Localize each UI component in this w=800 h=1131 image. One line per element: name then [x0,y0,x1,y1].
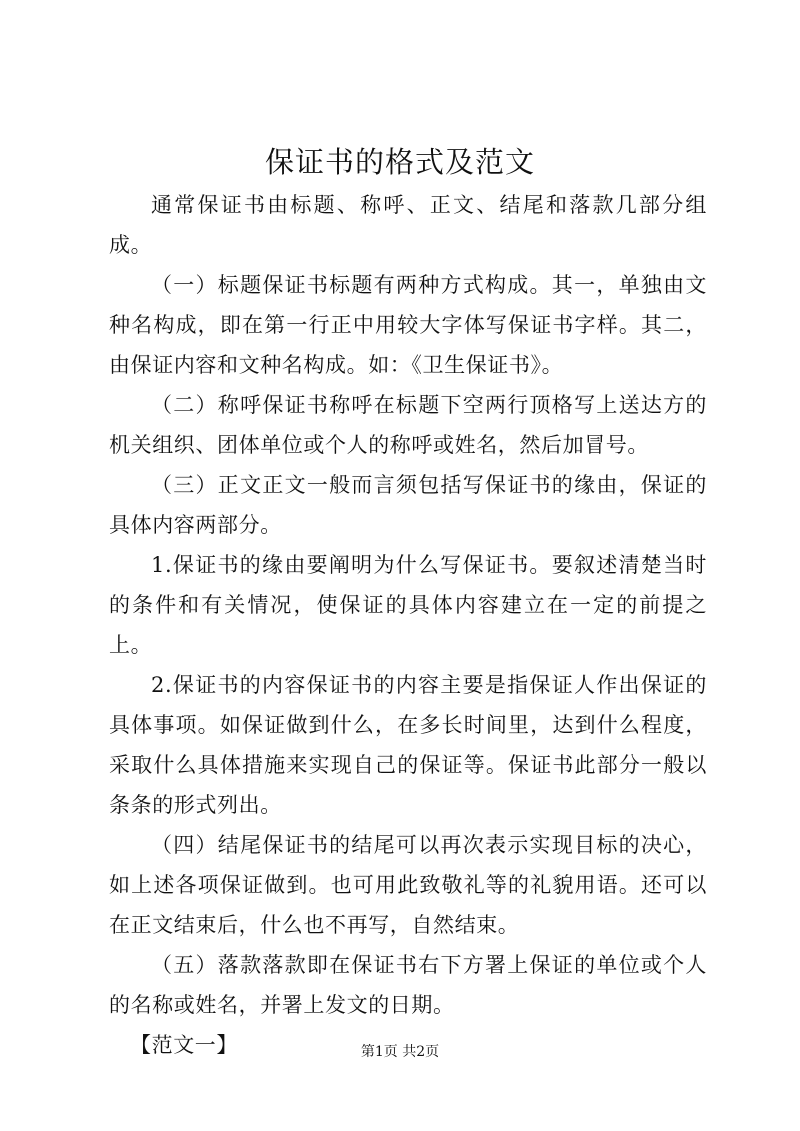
paragraph-intro: 通常保证书由标题、称呼、正文、结尾和落款几部分组成。 [109,193,707,257]
paragraph-body-section: （三）正文正文一般而言须包括写保证书的缘由，保证的具体内容两部分。 [109,473,707,537]
paragraph-salutation-section: （二）称呼保证书称呼在标题下空两行顶格写上送达方的机关组织、团体单位或个人的称呼或姓名，然后加冒号。 [109,393,707,457]
paragraph-title-section: （一）标题保证书标题有两种方式构成。其一，单独由文种名构成，即在第一行正中用较大字体写保证书字样。其二，由保证内容和文种名构成。如：《卫生保证书》。 [109,273,707,377]
paragraph-signature-section: （五）落款落款即在保证书右下方署上保证的单位或个人的名称或姓名，并署上发文的日期。 [109,953,707,1017]
page-footer: 第1页 共2页 [360,1044,440,1060]
paragraph-reason-item: 1.保证书的缘由要阐明为什么写保证书。要叙述清楚当时的条件和有关情况，使保证的具体内容建立在一定的前提之上。 [109,553,707,657]
example-heading: 【范文一】 [130,1033,238,1057]
paragraph-content-item: 2.保证书的内容保证书的内容主要是指保证人作出保证的具体事项。如保证做到什么，在多长时间里，达到什么程度，采取什么具体措施来实现自己的保证等。保证书此部分一般以条条的形式列出。 [109,673,707,817]
paragraph-ending-section: （四）结尾保证书的结尾可以再次表示实现目标的决心，如上述各项保证做到。也可用此致敬礼等的礼貌用语。还可以在正文结束后，什么也不再写，自然结束。 [109,833,707,937]
document-body [109,185,707,1065]
document-title: 保证书的格式及范文 [264,145,535,179]
